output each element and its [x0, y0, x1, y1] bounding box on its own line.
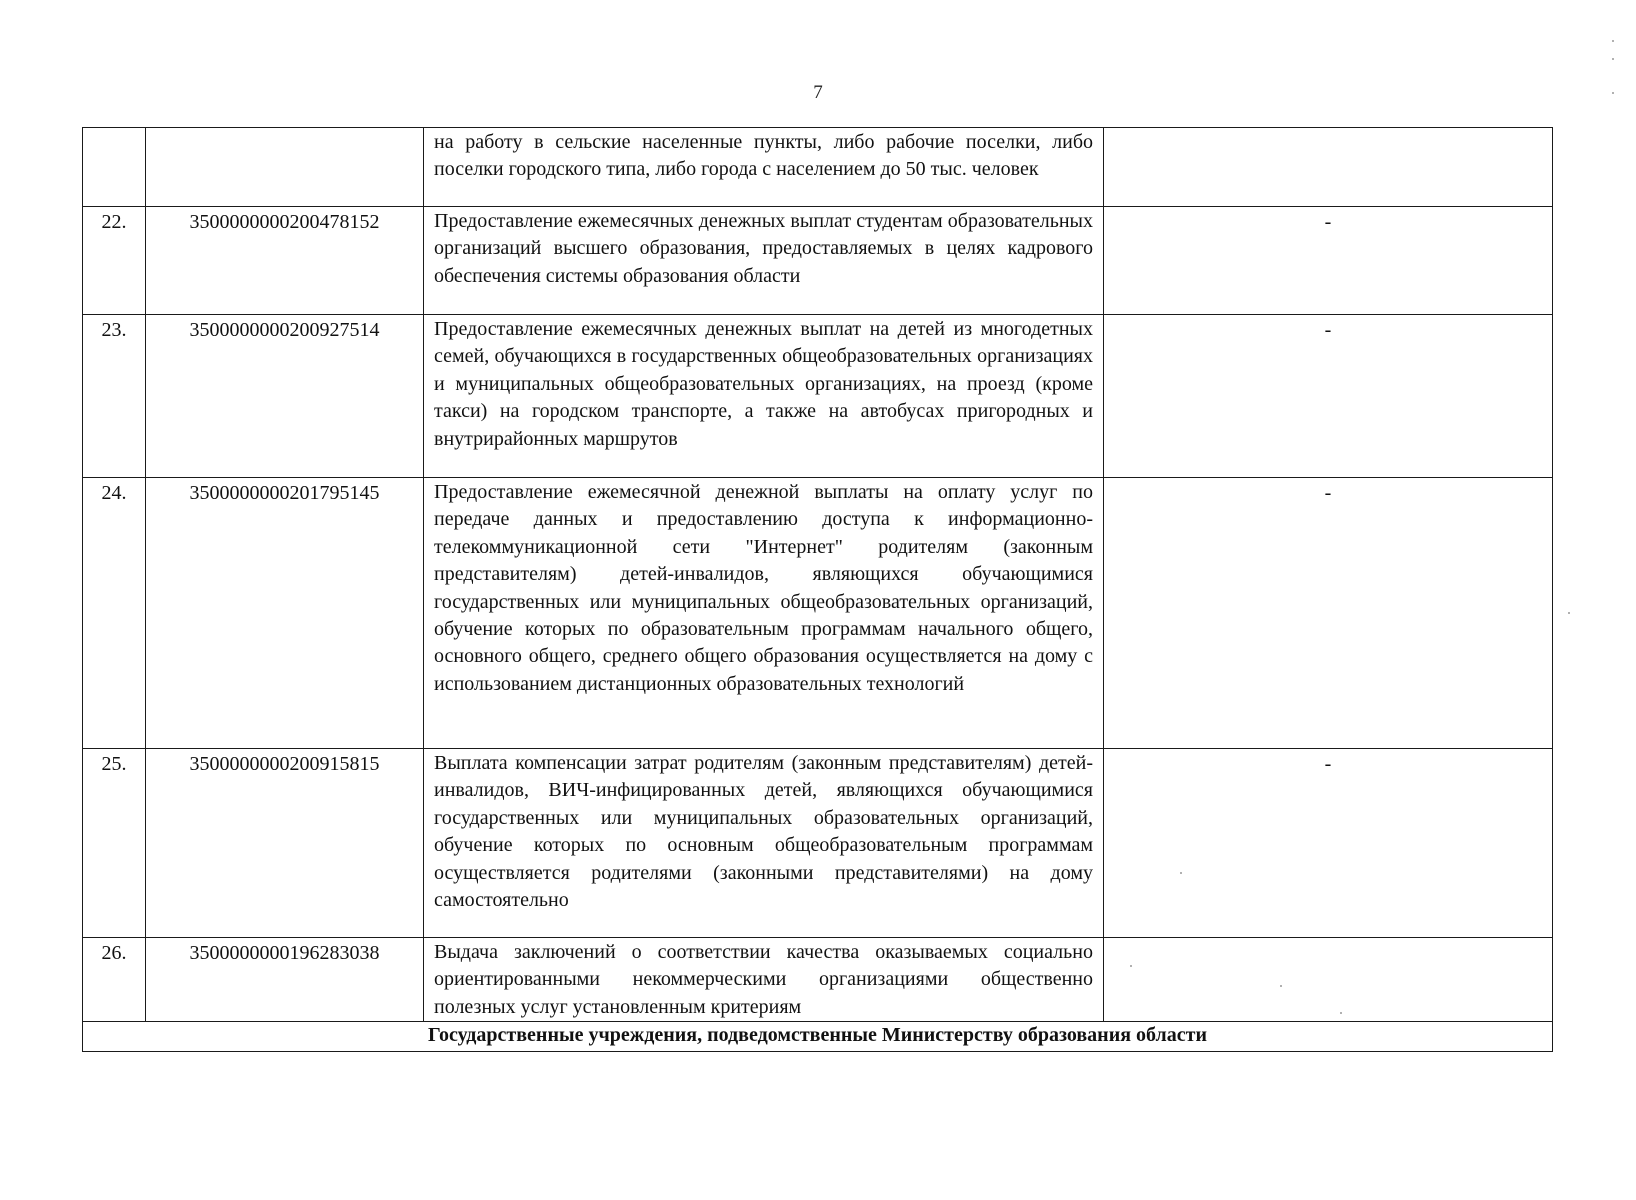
service-note: - [1104, 749, 1553, 938]
service-note: - [1104, 478, 1553, 749]
table-row [83, 207, 1553, 315]
row-number: 24. [83, 478, 146, 749]
section-heading: Государственные учреждения, подведомственные Министерству образования области [83, 1022, 1553, 1052]
service-code: 3500000000196283038 [146, 938, 424, 1022]
service-name: Предоставление ежемесячных денежных выплат на детей из многодетных семей, обучающихся в государственных общеобразовательных организациях и муниципальных общеобразовательных организациях, на проезд (кроме такси) на городском транспорте, а также на автобусах пригородных и внутрирайонных маршрутов [424, 315, 1104, 478]
row-number: 26. [83, 938, 146, 1022]
service-code: 3500000000200915815 [146, 749, 424, 938]
row-number: 23. [83, 315, 146, 478]
service-note [1104, 128, 1553, 207]
scan-speck [1180, 872, 1182, 874]
service-name: Выдача заключений о соответствии качества оказываемых социально ориентированными некоммерческими организациями общественно полезных услуг установленным критериям [424, 938, 1104, 1022]
service-code [146, 128, 424, 207]
table-row [83, 128, 1553, 207]
service-code: 3500000000200927514 [146, 315, 424, 478]
page-number: 7 [813, 82, 823, 103]
row-number: 25. [83, 749, 146, 938]
services-table [82, 127, 1553, 1052]
scan-speck [1612, 92, 1614, 94]
service-note: - [1104, 207, 1553, 315]
row-number [83, 128, 146, 207]
row-number: 22. [83, 207, 146, 315]
service-code: 3500000000200478152 [146, 207, 424, 315]
scan-speck [1612, 58, 1614, 60]
table-row [83, 938, 1553, 1022]
table-row [83, 315, 1553, 478]
table-row [83, 749, 1553, 938]
service-name: Предоставление ежемесячной денежной выплаты на оплату услуг по передаче данных и предоставлению доступа к информационно-телекоммуникационной сети "Интернет" родителям (законным представителям) детей-инвалидов, являющихся обучающимися государственных или муниципальных общеобразовательных организаций, обучение которых по образовательным программам начального общего, основного общего, среднего общего образования осуществляется на дому с использованием дистанционных образовательных технологий [424, 478, 1104, 749]
table-row [83, 478, 1553, 749]
scan-speck [1612, 40, 1614, 42]
service-note: - [1104, 315, 1553, 478]
scan-speck [1130, 965, 1132, 967]
service-note [1104, 938, 1553, 1022]
service-code: 3500000000201795145 [146, 478, 424, 749]
scan-speck [1340, 1012, 1342, 1014]
service-name: на работу в сельские населенные пункты, либо рабочие поселки, либо поселки городского типа, либо города с населением до 50 тыс. человек [424, 128, 1104, 207]
service-name: Выплата компенсации затрат родителям (законным представителям) детей-инвалидов, ВИЧ-инфицированных детей, являющихся обучающимися государственных или муниципальных образовательных организаций, обучение которых по основным общеобразовательным программам осуществляется родителями (законными представителями) на дому самостоятельно [424, 749, 1104, 938]
section-heading-row [83, 1022, 1553, 1052]
service-name: Предоставление ежемесячных денежных выплат студентам образовательных организаций высшего образования, предоставляемых в целях кадрового обеспечения системы образования области [424, 207, 1104, 315]
scan-speck [1280, 985, 1282, 987]
scan-speck [1568, 612, 1570, 614]
